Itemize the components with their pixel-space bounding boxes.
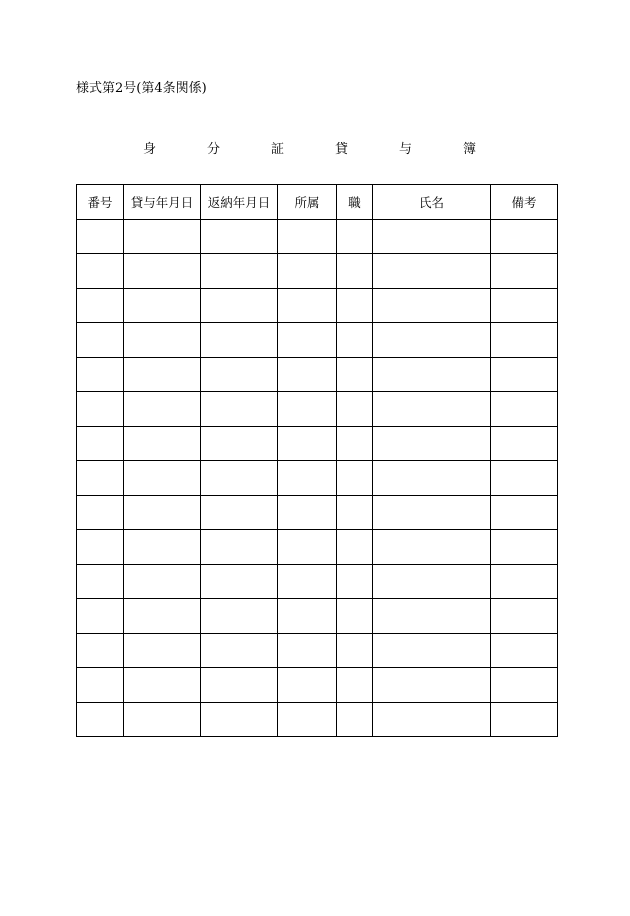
- position-cell: [337, 633, 373, 668]
- number-cell: [77, 288, 124, 323]
- remarks-cell: [491, 633, 558, 668]
- table-row: [77, 702, 558, 737]
- lending-date-cell: [124, 495, 201, 530]
- lending-date-cell: [124, 426, 201, 461]
- position-cell: [337, 392, 373, 427]
- department-cell: [278, 495, 337, 530]
- number-cell: [77, 668, 124, 703]
- number-cell: [77, 392, 124, 427]
- table-row: [77, 668, 558, 703]
- position-cell: [337, 668, 373, 703]
- position-cell: [337, 219, 373, 254]
- return-date-cell: [201, 461, 278, 496]
- remarks-cell: [491, 323, 558, 358]
- lending-date-cell: [124, 599, 201, 634]
- position-cell: [337, 254, 373, 289]
- name-cell: [373, 288, 491, 323]
- column-header-name: 氏名: [373, 185, 491, 220]
- number-cell: [77, 461, 124, 496]
- number-cell: [77, 219, 124, 254]
- return-date-cell: [201, 495, 278, 530]
- return-date-cell: [201, 702, 278, 737]
- remarks-cell: [491, 392, 558, 427]
- table-row: [77, 495, 558, 530]
- position-cell: [337, 426, 373, 461]
- table-row: [77, 426, 558, 461]
- position-cell: [337, 564, 373, 599]
- position-cell: [337, 357, 373, 392]
- form-number-label: 様式第2号(第4条関係): [76, 81, 207, 96]
- table-row: [77, 564, 558, 599]
- department-cell: [278, 426, 337, 461]
- name-cell: [373, 426, 491, 461]
- column-header-remarks: 備考: [491, 185, 558, 220]
- number-cell: [77, 633, 124, 668]
- remarks-cell: [491, 702, 558, 737]
- lending-date-cell: [124, 668, 201, 703]
- department-cell: [278, 288, 337, 323]
- number-cell: [77, 426, 124, 461]
- department-cell: [278, 254, 337, 289]
- remarks-cell: [491, 530, 558, 565]
- department-cell: [278, 668, 337, 703]
- remarks-cell: [491, 426, 558, 461]
- department-cell: [278, 357, 337, 392]
- department-cell: [278, 323, 337, 358]
- department-cell: [278, 219, 337, 254]
- name-cell: [373, 219, 491, 254]
- department-cell: [278, 564, 337, 599]
- table-header: [77, 185, 558, 220]
- position-cell: [337, 495, 373, 530]
- position-cell: [337, 702, 373, 737]
- table-body: [77, 219, 558, 737]
- return-date-cell: [201, 633, 278, 668]
- column-header-position: 職: [337, 185, 373, 220]
- number-cell: [77, 702, 124, 737]
- table-row: [77, 357, 558, 392]
- lending-date-cell: [124, 392, 201, 427]
- return-date-cell: [201, 668, 278, 703]
- lending-date-cell: [124, 633, 201, 668]
- return-date-cell: [201, 323, 278, 358]
- document-title: 身 分 証 貸 与 簿: [142, 142, 495, 157]
- return-date-cell: [201, 530, 278, 565]
- lending-date-cell: [124, 323, 201, 358]
- remarks-cell: [491, 254, 558, 289]
- table-row: [77, 219, 558, 254]
- column-header-number: 番号: [77, 185, 124, 220]
- position-cell: [337, 530, 373, 565]
- number-cell: [77, 530, 124, 565]
- remarks-cell: [491, 357, 558, 392]
- table-row: [77, 461, 558, 496]
- table-row: [77, 254, 558, 289]
- number-cell: [77, 254, 124, 289]
- name-cell: [373, 357, 491, 392]
- id-card-lending-table: [76, 184, 558, 737]
- remarks-cell: [491, 564, 558, 599]
- lending-date-cell: [124, 288, 201, 323]
- return-date-cell: [201, 254, 278, 289]
- return-date-cell: [201, 599, 278, 634]
- table-row: [77, 392, 558, 427]
- name-cell: [373, 495, 491, 530]
- department-cell: [278, 530, 337, 565]
- remarks-cell: [491, 495, 558, 530]
- table-row: [77, 599, 558, 634]
- name-cell: [373, 633, 491, 668]
- number-cell: [77, 495, 124, 530]
- return-date-cell: [201, 288, 278, 323]
- lending-date-cell: [124, 702, 201, 737]
- header-row: [77, 185, 558, 220]
- position-cell: [337, 461, 373, 496]
- name-cell: [373, 254, 491, 289]
- position-cell: [337, 288, 373, 323]
- column-header-department: 所属: [278, 185, 337, 220]
- number-cell: [77, 599, 124, 634]
- department-cell: [278, 392, 337, 427]
- position-cell: [337, 323, 373, 358]
- department-cell: [278, 461, 337, 496]
- remarks-cell: [491, 461, 558, 496]
- department-cell: [278, 702, 337, 737]
- name-cell: [373, 530, 491, 565]
- number-cell: [77, 564, 124, 599]
- lending-date-cell: [124, 461, 201, 496]
- lending-date-cell: [124, 219, 201, 254]
- column-header-return-date: 返納年月日: [201, 185, 278, 220]
- name-cell: [373, 668, 491, 703]
- remarks-cell: [491, 599, 558, 634]
- column-header-lending-date: 貸与年月日: [124, 185, 201, 220]
- return-date-cell: [201, 219, 278, 254]
- return-date-cell: [201, 357, 278, 392]
- number-cell: [77, 357, 124, 392]
- department-cell: [278, 633, 337, 668]
- name-cell: [373, 323, 491, 358]
- name-cell: [373, 564, 491, 599]
- department-cell: [278, 599, 337, 634]
- lending-date-cell: [124, 564, 201, 599]
- table-row: [77, 530, 558, 565]
- table-row: [77, 633, 558, 668]
- position-cell: [337, 599, 373, 634]
- lending-date-cell: [124, 530, 201, 565]
- name-cell: [373, 392, 491, 427]
- name-cell: [373, 461, 491, 496]
- remarks-cell: [491, 219, 558, 254]
- return-date-cell: [201, 392, 278, 427]
- table-row: [77, 288, 558, 323]
- lending-date-cell: [124, 357, 201, 392]
- return-date-cell: [201, 564, 278, 599]
- lending-date-cell: [124, 254, 201, 289]
- table-row: [77, 323, 558, 358]
- remarks-cell: [491, 288, 558, 323]
- name-cell: [373, 599, 491, 634]
- return-date-cell: [201, 426, 278, 461]
- number-cell: [77, 323, 124, 358]
- name-cell: [373, 702, 491, 737]
- remarks-cell: [491, 668, 558, 703]
